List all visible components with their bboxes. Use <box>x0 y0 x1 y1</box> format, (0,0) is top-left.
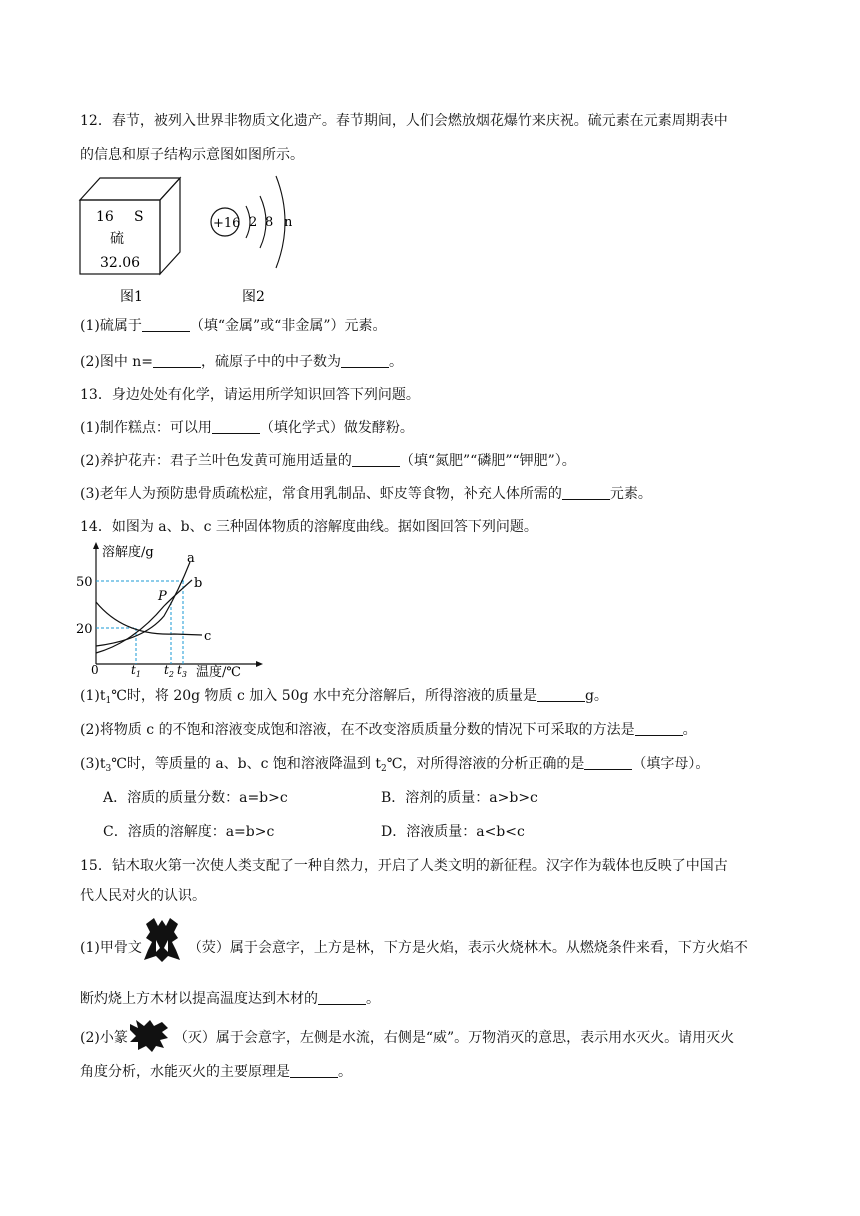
q14-part3-sub-a: 3 <box>105 764 112 774</box>
q12-stem-line2: 的信息和原子结构示意图如图所示。 <box>80 147 304 163</box>
q14-part1-sub: 1 <box>105 696 112 706</box>
q15-part1-text-d: 。 <box>366 991 380 1007</box>
q15-part1-text-a: (1)甲骨文 <box>80 940 142 956</box>
q15-part1-text-b: （荧）属于会意字，上方是林，下方是火焰，表示火烧林木。从燃烧条件来看，下方火焰不 <box>187 940 748 956</box>
q13-stem: 13．身边处处有化学，请运用所学知识回答下列问题。 <box>80 387 420 403</box>
graph-x-axis-label: 温度/℃ <box>196 665 241 680</box>
q15-stem-line1: 15．钻木取火第一次使人类支配了一种自然力，开启了人类文明的新征程。汉字作为载体也反映了中国古 <box>80 858 728 874</box>
curve-b-label: b <box>194 576 203 591</box>
q14-part3-text-a: (3)t <box>80 756 106 772</box>
q14-option-b[interactable]: B．溶剂的质量：a>b>c <box>381 790 538 806</box>
fig1-label: 图1 <box>120 289 143 305</box>
atom-shell-2: 8 <box>265 215 274 230</box>
q13-part2 <box>80 451 576 471</box>
q13-answer-blank-2[interactable] <box>352 452 400 467</box>
q13-part2-text-a: (2)养护花卉：君子兰叶色发黄可施用适量的 <box>80 453 352 469</box>
q12-part1 <box>80 316 386 336</box>
q12-part2-text-b: ，硫原子中的中子数为 <box>201 354 342 370</box>
q14-answer-blank-3[interactable] <box>584 755 632 770</box>
q14-part3-sub-b: 2 <box>381 764 387 774</box>
q15-part1-line1 <box>80 938 748 958</box>
curve-c <box>96 602 202 635</box>
q13-part3-text-a: (3)老年人为预防患骨质疏松症，常食用乳制品、虾皮等食物，补充人体所需的 <box>80 486 562 502</box>
q15-answer-blank-1[interactable] <box>318 990 366 1005</box>
q13-part1-text-a: (1)制作糕点：可以用 <box>80 420 212 436</box>
q12-part1-text-b: （填“金属”或“非金属”）元素。 <box>189 318 387 334</box>
q14-part2 <box>80 720 697 740</box>
point-p-label: P <box>158 589 167 604</box>
element-atomic-number: 16 <box>96 209 114 225</box>
q12-answer-blank-1[interactable] <box>142 317 190 332</box>
q12-part2-text-c: 。 <box>389 354 404 370</box>
solubility-graph <box>74 540 264 682</box>
q14-part1 <box>80 686 608 711</box>
q14-answer-blank-2[interactable] <box>635 721 683 736</box>
q14-part3 <box>80 754 709 779</box>
atom-nucleus-charge: +16 <box>213 216 241 231</box>
q12-figures <box>70 170 330 310</box>
graph-t1-label: $t_1$ <box>131 663 141 679</box>
q15-part2-line1 <box>80 1028 734 1048</box>
q15-part1-text-c: 断灼烧上方木材以提高温度达到木材的 <box>80 991 318 1007</box>
element-atomic-mass: 32.06 <box>100 255 141 271</box>
q15-part2-text-c: 角度分析，水能灭火的主要原理是 <box>80 1064 290 1080</box>
q14-part3-text-b: ℃时，等质量的 a、b、c 饱和溶液降温到 t <box>111 756 381 772</box>
fig2-label: 图2 <box>242 289 265 305</box>
q13-part1-text-b: （填化学式）做发酵粉。 <box>259 420 414 436</box>
q14-part1-text-c: g。 <box>584 688 608 704</box>
q12-part2 <box>80 352 403 372</box>
q13-part3-text-b: 元素。 <box>609 486 652 502</box>
q14-answer-blank-1[interactable] <box>537 687 585 702</box>
q13-part1 <box>80 418 414 438</box>
graph-origin-label: 0 <box>91 663 99 677</box>
q12-stem-line1: 12．春节，被列入世界非物质文化遗产。春节期间，人们会燃放烟花爆竹来庆祝。硫元素在元素周期表中 <box>80 113 728 129</box>
q14-option-c[interactable]: C．溶质的溶解度：a=b>c <box>103 824 275 840</box>
q14-part2-text-a: (2)将物质 c 的不饱和溶液变成饱和溶液，在不改变溶质质量分数的情况下可采取的方法是 <box>80 722 635 738</box>
q12-answer-blank-2[interactable] <box>153 353 201 368</box>
q12-part2-text-a: (2)图中 n= <box>80 354 154 370</box>
q15-part2-line2 <box>80 1062 352 1082</box>
q14-part3-text-c: ℃，对所得溶液的分析正确的是 <box>386 756 585 772</box>
q15-answer-blank-2[interactable] <box>290 1063 338 1078</box>
q15-part2-text-d: 。 <box>338 1064 352 1080</box>
atom-shell-1: 2 <box>249 215 258 230</box>
atom-shell-3: n <box>284 215 293 230</box>
atom-structure-figure <box>211 176 293 268</box>
q13-part2-text-b: （填“氮肥”“磷肥”“钾肥”）。 <box>399 453 576 469</box>
graph-t2-label: $t_2$ <box>164 663 174 679</box>
q13-answer-blank-3[interactable] <box>562 485 610 500</box>
graph-y-axis-label: 溶解度/g <box>102 545 154 560</box>
q14-option-d[interactable]: D．溶液质量：a<b<c <box>381 824 525 840</box>
element-symbol: S <box>134 209 144 225</box>
curve-a-label: a <box>187 551 195 566</box>
q15-part2-text-a: (2)小篆 <box>80 1030 128 1046</box>
q12-answer-blank-3[interactable] <box>341 353 389 368</box>
curve-c-label: c <box>204 629 212 644</box>
q13-answer-blank-1[interactable] <box>212 419 260 434</box>
q14-part2-text-b: 。 <box>682 722 697 738</box>
q15-part1-line2 <box>80 989 380 1009</box>
q14-part1-text-a: (1)t <box>80 688 106 704</box>
curve-a <box>96 562 190 646</box>
element-name: 硫 <box>110 231 124 247</box>
q14-stem: 14．如图为 a、b、c 三种固体物质的溶解度曲线。据如图回答下列问题。 <box>80 519 538 535</box>
element-cube-figure <box>80 178 180 274</box>
q15-part2-text-b: （灭）属于会意字，左侧是水流，右侧是“威”。万物消灭的意思，表示用水灭火。请用灭火 <box>173 1030 735 1046</box>
q14-part3-text-d: （填字母）。 <box>632 756 710 772</box>
q15-stem-line2: 代人民对火的认识。 <box>80 888 206 904</box>
graph-t3-label: $t_3$ <box>177 663 187 679</box>
graph-y20-label: 20 <box>76 622 93 637</box>
q14-option-a[interactable]: A．溶质的质量分数：a=b>c <box>103 790 288 806</box>
graph-y50-label: 50 <box>76 575 93 590</box>
q13-part3 <box>80 484 652 504</box>
q12-part1-text-a: (1)硫属于 <box>80 318 142 334</box>
q14-part1-text-b: ℃时，将 20g 物质 c 加入 50g 水中充分溶解后，所得溶液的质量是 <box>111 688 537 704</box>
